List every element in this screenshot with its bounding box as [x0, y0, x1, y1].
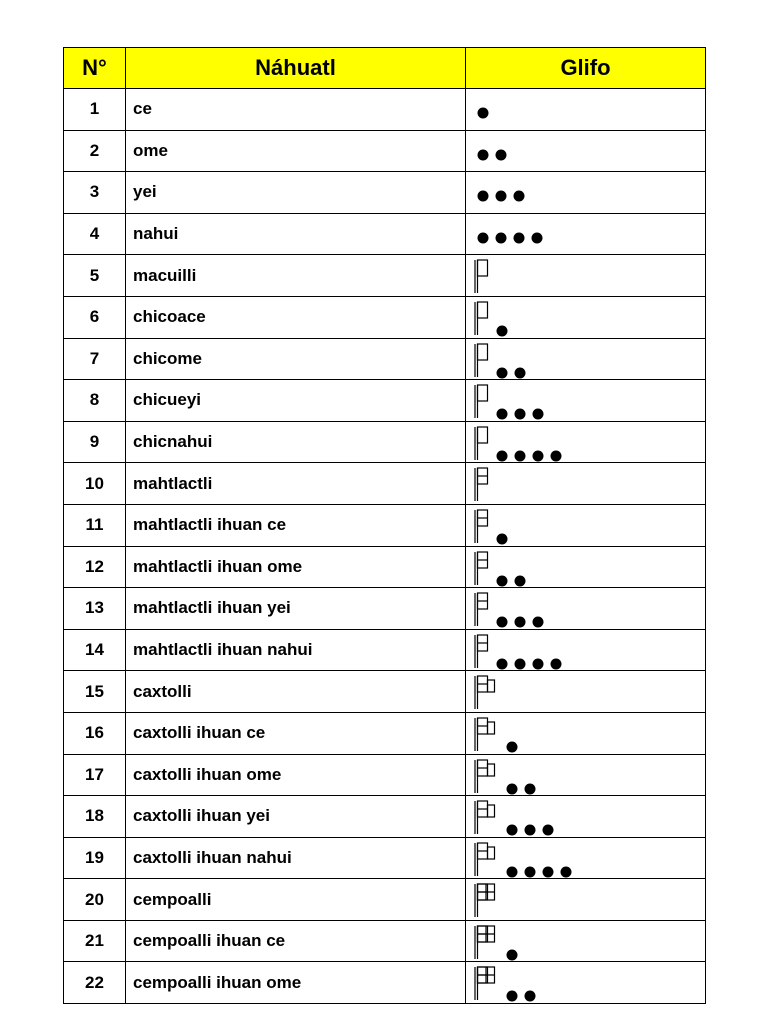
nahuatl-word: yei — [126, 172, 466, 214]
nahuatl-word: macuilli — [126, 255, 466, 297]
glyph-cell — [466, 463, 706, 505]
row-number: 18 — [64, 796, 126, 838]
table-row — [64, 213, 706, 255]
number-glyph-icon — [466, 255, 706, 296]
glyph-cell — [466, 671, 706, 713]
flag-glyph-icon — [475, 510, 488, 543]
flag-glyph-icon — [475, 801, 495, 834]
row-number: 19 — [64, 837, 126, 879]
number-glyph-icon — [466, 505, 706, 546]
nahuatl-word: mahtlactli ihuan ome — [126, 546, 466, 588]
flag-glyph-icon — [475, 967, 495, 1000]
dot-glyph-icon — [478, 149, 489, 160]
dot-glyph-icon — [507, 949, 518, 960]
flag-glyph-icon — [475, 552, 488, 585]
dot-glyph-icon — [497, 409, 508, 420]
dot-glyph-icon — [543, 866, 554, 877]
nahuatl-word: cempoalli ihuan ce — [126, 920, 466, 962]
nahuatl-word: cempoalli ihuan ome — [126, 962, 466, 1004]
table-row — [64, 504, 706, 546]
glyph-cell — [466, 504, 706, 546]
flag-glyph-icon — [475, 676, 495, 709]
table-row — [64, 629, 706, 671]
table-row — [64, 463, 706, 505]
dot-glyph-icon — [514, 232, 525, 243]
glyph-cell — [466, 588, 706, 630]
dot-glyph-icon — [478, 108, 489, 119]
nahuatl-word: chicueyi — [126, 380, 466, 422]
flag-glyph-icon — [475, 302, 488, 335]
dot-glyph-icon — [515, 409, 526, 420]
dot-glyph-icon — [561, 866, 572, 877]
flag-glyph-icon — [475, 427, 488, 460]
glyph-cell — [466, 380, 706, 422]
table-row — [64, 89, 706, 131]
flag-glyph-icon — [475, 385, 488, 418]
dot-glyph-icon — [496, 149, 507, 160]
dot-glyph-icon — [533, 658, 544, 669]
dot-glyph-icon — [478, 232, 489, 243]
dot-glyph-icon — [533, 409, 544, 420]
number-glyph-icon — [466, 131, 706, 172]
row-number: 12 — [64, 546, 126, 588]
flag-glyph-icon — [475, 843, 495, 876]
dot-glyph-icon — [515, 575, 526, 586]
dot-glyph-icon — [515, 367, 526, 378]
header-glyph: Glifo — [466, 48, 706, 89]
row-number: 15 — [64, 671, 126, 713]
table-row — [64, 296, 706, 338]
table-row — [64, 712, 706, 754]
glyph-cell — [466, 962, 706, 1004]
dot-glyph-icon — [497, 575, 508, 586]
glyph-cell — [466, 837, 706, 879]
row-number: 11 — [64, 504, 126, 546]
dot-glyph-icon — [525, 825, 536, 836]
number-glyph-icon — [466, 339, 706, 380]
glyph-cell — [466, 421, 706, 463]
number-glyph-icon — [466, 671, 706, 712]
number-glyph-icon — [466, 921, 706, 962]
row-number: 17 — [64, 754, 126, 796]
dot-glyph-icon — [497, 450, 508, 461]
table-row — [64, 380, 706, 422]
glyph-cell — [466, 172, 706, 214]
row-number: 2 — [64, 130, 126, 172]
nahuatl-word: chicoace — [126, 296, 466, 338]
glyph-cell — [466, 796, 706, 838]
dot-glyph-icon — [515, 617, 526, 628]
table-row — [64, 546, 706, 588]
nahuatl-word: caxtolli ihuan nahui — [126, 837, 466, 879]
row-number: 7 — [64, 338, 126, 380]
number-glyph-icon — [466, 755, 706, 796]
dot-glyph-icon — [507, 783, 518, 794]
nahuatl-word: caxtolli ihuan ome — [126, 754, 466, 796]
flag-glyph-icon — [475, 760, 495, 793]
row-number: 9 — [64, 421, 126, 463]
table-row — [64, 130, 706, 172]
table-row — [64, 920, 706, 962]
dot-glyph-icon — [478, 191, 489, 202]
number-glyph-icon — [466, 713, 706, 754]
nahuatl-word: mahtlactli ihuan nahui — [126, 629, 466, 671]
header-row — [64, 48, 706, 89]
dot-glyph-icon — [507, 991, 518, 1002]
flag-glyph-icon — [475, 593, 488, 626]
number-glyph-icon — [466, 588, 706, 629]
row-number: 1 — [64, 89, 126, 131]
number-glyph-icon — [466, 838, 706, 879]
dot-glyph-icon — [496, 232, 507, 243]
dot-glyph-icon — [507, 741, 518, 752]
flag-glyph-icon — [475, 926, 495, 959]
number-glyph-icon — [466, 962, 706, 1003]
dot-glyph-icon — [497, 617, 508, 628]
glyph-cell — [466, 920, 706, 962]
number-glyph-icon — [466, 297, 706, 338]
number-glyph-icon — [466, 879, 706, 920]
nahuatl-word: cempoalli — [126, 879, 466, 921]
table-row — [64, 338, 706, 380]
number-glyph-icon — [466, 463, 706, 504]
dot-glyph-icon — [525, 991, 536, 1002]
nahuatl-word: nahui — [126, 213, 466, 255]
glyph-cell — [466, 255, 706, 297]
nahuatl-word: ce — [126, 89, 466, 131]
number-glyph-icon — [466, 630, 706, 671]
nahuatl-word: chicome — [126, 338, 466, 380]
row-number: 14 — [64, 629, 126, 671]
dot-glyph-icon — [551, 658, 562, 669]
table-row — [64, 879, 706, 921]
nahuatl-word: mahtlactli ihuan ce — [126, 504, 466, 546]
dot-glyph-icon — [507, 866, 518, 877]
dot-glyph-icon — [551, 450, 562, 461]
nahuatl-word: caxtolli ihuan ce — [126, 712, 466, 754]
table-row — [64, 255, 706, 297]
row-number: 21 — [64, 920, 126, 962]
flag-glyph-icon — [475, 718, 495, 751]
dot-glyph-icon — [532, 232, 543, 243]
header-number: N° — [64, 48, 126, 89]
row-number: 16 — [64, 712, 126, 754]
row-number: 20 — [64, 879, 126, 921]
nahuatl-word: caxtolli — [126, 671, 466, 713]
number-glyph-icon — [466, 422, 706, 463]
row-number: 8 — [64, 380, 126, 422]
nahuatl-word: mahtlactli — [126, 463, 466, 505]
number-glyph-icon — [466, 547, 706, 588]
glyph-cell — [466, 712, 706, 754]
dot-glyph-icon — [514, 191, 525, 202]
dot-glyph-icon — [525, 783, 536, 794]
row-number: 22 — [64, 962, 126, 1004]
glyph-cell — [466, 754, 706, 796]
dot-glyph-icon — [525, 866, 536, 877]
number-glyph-icon — [466, 380, 706, 421]
table-row — [64, 962, 706, 1004]
dot-glyph-icon — [497, 658, 508, 669]
table-row — [64, 754, 706, 796]
dot-glyph-icon — [496, 191, 507, 202]
table-row — [64, 796, 706, 838]
table-body — [64, 89, 706, 1004]
dot-glyph-icon — [497, 533, 508, 544]
dot-glyph-icon — [507, 825, 518, 836]
table-row — [64, 421, 706, 463]
number-glyph-icon — [466, 796, 706, 837]
nahuatl-word: mahtlactli ihuan yei — [126, 588, 466, 630]
flag-glyph-icon — [475, 260, 488, 293]
glyph-cell — [466, 89, 706, 131]
glyph-cell — [466, 296, 706, 338]
glyph-cell — [466, 338, 706, 380]
dot-glyph-icon — [515, 658, 526, 669]
dot-glyph-icon — [543, 825, 554, 836]
table-row — [64, 588, 706, 630]
flag-glyph-icon — [475, 344, 488, 377]
flag-glyph-icon — [475, 635, 488, 668]
glyph-cell — [466, 130, 706, 172]
dot-glyph-icon — [497, 367, 508, 378]
row-number: 5 — [64, 255, 126, 297]
header-nahuatl: Náhuatl — [126, 48, 466, 89]
dot-glyph-icon — [497, 325, 508, 336]
glyph-cell — [466, 879, 706, 921]
glyph-cell — [466, 629, 706, 671]
dot-glyph-icon — [533, 450, 544, 461]
dot-glyph-icon — [515, 450, 526, 461]
nahuatl-numbers-table — [63, 47, 706, 1004]
flag-glyph-icon — [475, 468, 488, 501]
number-glyph-icon — [466, 172, 706, 213]
nahuatl-word: chicnahui — [126, 421, 466, 463]
number-glyph-icon — [466, 214, 706, 255]
table-row — [64, 671, 706, 713]
row-number: 13 — [64, 588, 126, 630]
row-number: 6 — [64, 296, 126, 338]
nahuatl-word: ome — [126, 130, 466, 172]
nahuatl-word: caxtolli ihuan yei — [126, 796, 466, 838]
row-number: 10 — [64, 463, 126, 505]
glyph-cell — [466, 546, 706, 588]
dot-glyph-icon — [533, 617, 544, 628]
glyph-cell — [466, 213, 706, 255]
row-number: 3 — [64, 172, 126, 214]
table-row — [64, 172, 706, 214]
number-glyph-icon — [466, 89, 706, 130]
flag-glyph-icon — [475, 884, 495, 917]
table-row — [64, 837, 706, 879]
row-number: 4 — [64, 213, 126, 255]
